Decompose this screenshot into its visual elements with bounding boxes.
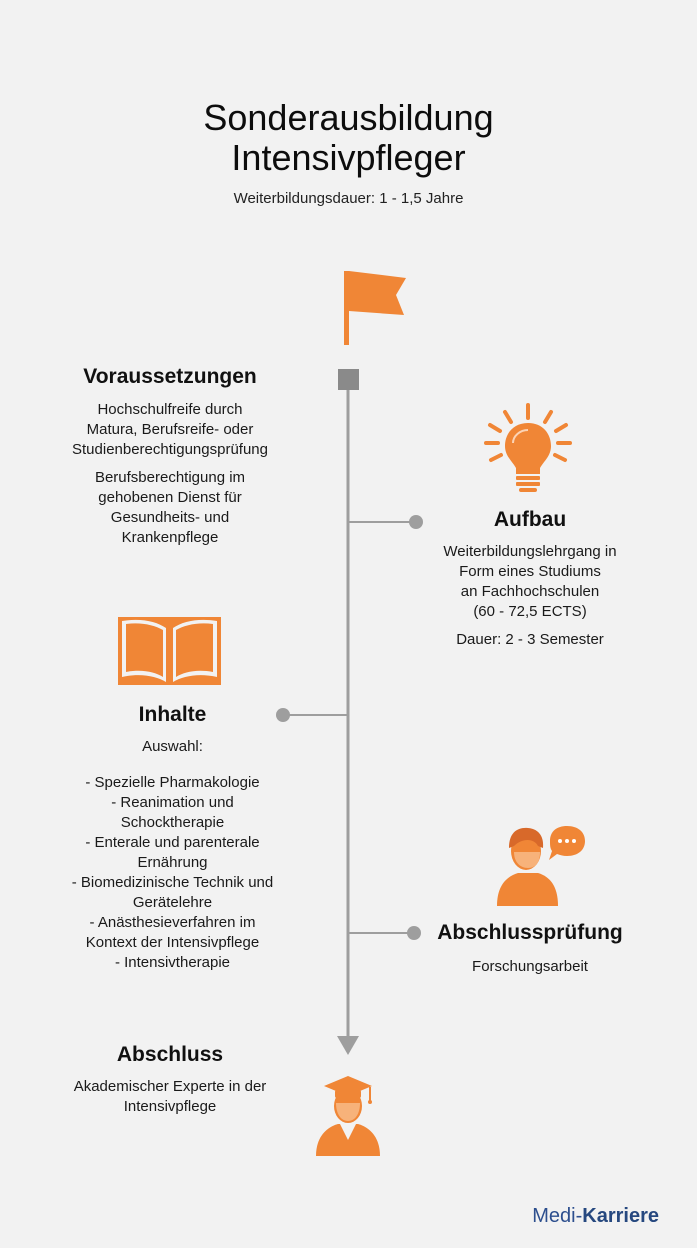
text-line: Dauer: 2 - 3 Semester — [456, 631, 604, 648]
list-item: - Anästhesieverfahren im — [89, 914, 256, 931]
text-line: Berufsberechtigung im — [94, 469, 246, 486]
list-item: Gerätelehre — [132, 894, 213, 911]
text-line: Hochschulfreife durch — [97, 401, 243, 418]
text-line: Studienberechtigungsprüfung — [72, 441, 268, 458]
text-line: (60 - 72,5 ECTS) — [473, 603, 587, 620]
lightbulb-icon — [486, 405, 570, 492]
text-line: Krankenpflege — [121, 529, 219, 546]
text-voraussetzungen — [20, 400, 320, 548]
text-line: Matura, Berufsreife- oder — [86, 421, 254, 438]
list-item: - Reanimation und — [111, 794, 234, 811]
list-item: Ernährung — [137, 854, 208, 871]
list-item: - Enterale und parenterale — [85, 834, 260, 851]
text-line: Intensivpflege — [123, 1098, 217, 1115]
logo-part-2: Karriere — [582, 1205, 659, 1227]
text-line: Akademischer Experte in der — [73, 1078, 267, 1095]
list-item: Schocktherapie — [120, 814, 225, 831]
list-item: Kontext der Intensivpflege — [85, 934, 260, 951]
text-line: gehobenen Dienst für — [98, 489, 242, 506]
heading-inhalte: Inhalte — [138, 703, 207, 726]
list-item: - Biomedizinische Technik und — [71, 874, 274, 891]
timeline-arrowhead — [337, 1036, 359, 1055]
text-aufbau — [380, 542, 680, 650]
heading-aufbau: Aufbau — [493, 508, 567, 531]
person-speech-icon — [497, 826, 585, 906]
text-line: an Fachhochschulen — [460, 583, 600, 600]
graduate-icon — [316, 1076, 380, 1156]
list-item: - Intensivtherapie — [114, 954, 231, 971]
brand-logo — [532, 1205, 659, 1228]
text-abschluss — [20, 1077, 320, 1117]
duration-subtitle: Weiterbildungsdauer: 1 - 1,5 Jahre — [233, 190, 464, 207]
logo-part-1: Medi- — [532, 1205, 583, 1227]
text-line: Auswahl: — [142, 738, 203, 755]
text-abschlusspruefung: Forschungsarbeit — [472, 958, 588, 975]
heading-abschlusspruefung: Abschlussprüfung — [437, 921, 623, 944]
text-line: Weiterbildungslehrgang in — [443, 543, 617, 560]
text-inhalte — [20, 737, 325, 973]
text-line: Form eines Studiums — [459, 563, 601, 580]
open-book-icon — [118, 617, 221, 685]
list-item: - Spezielle Pharmakologie — [85, 774, 260, 791]
flag-icon — [344, 271, 406, 345]
timeline-start-marker — [338, 369, 359, 390]
heading-abschluss: Abschluss — [116, 1043, 224, 1066]
heading-voraussetzungen: Voraussetzungen — [83, 365, 257, 388]
title-line-1: Sonderausbildung — [203, 97, 494, 138]
title-line-2: Intensivpfleger — [231, 137, 466, 178]
text-line: Gesundheits- und — [110, 509, 230, 526]
